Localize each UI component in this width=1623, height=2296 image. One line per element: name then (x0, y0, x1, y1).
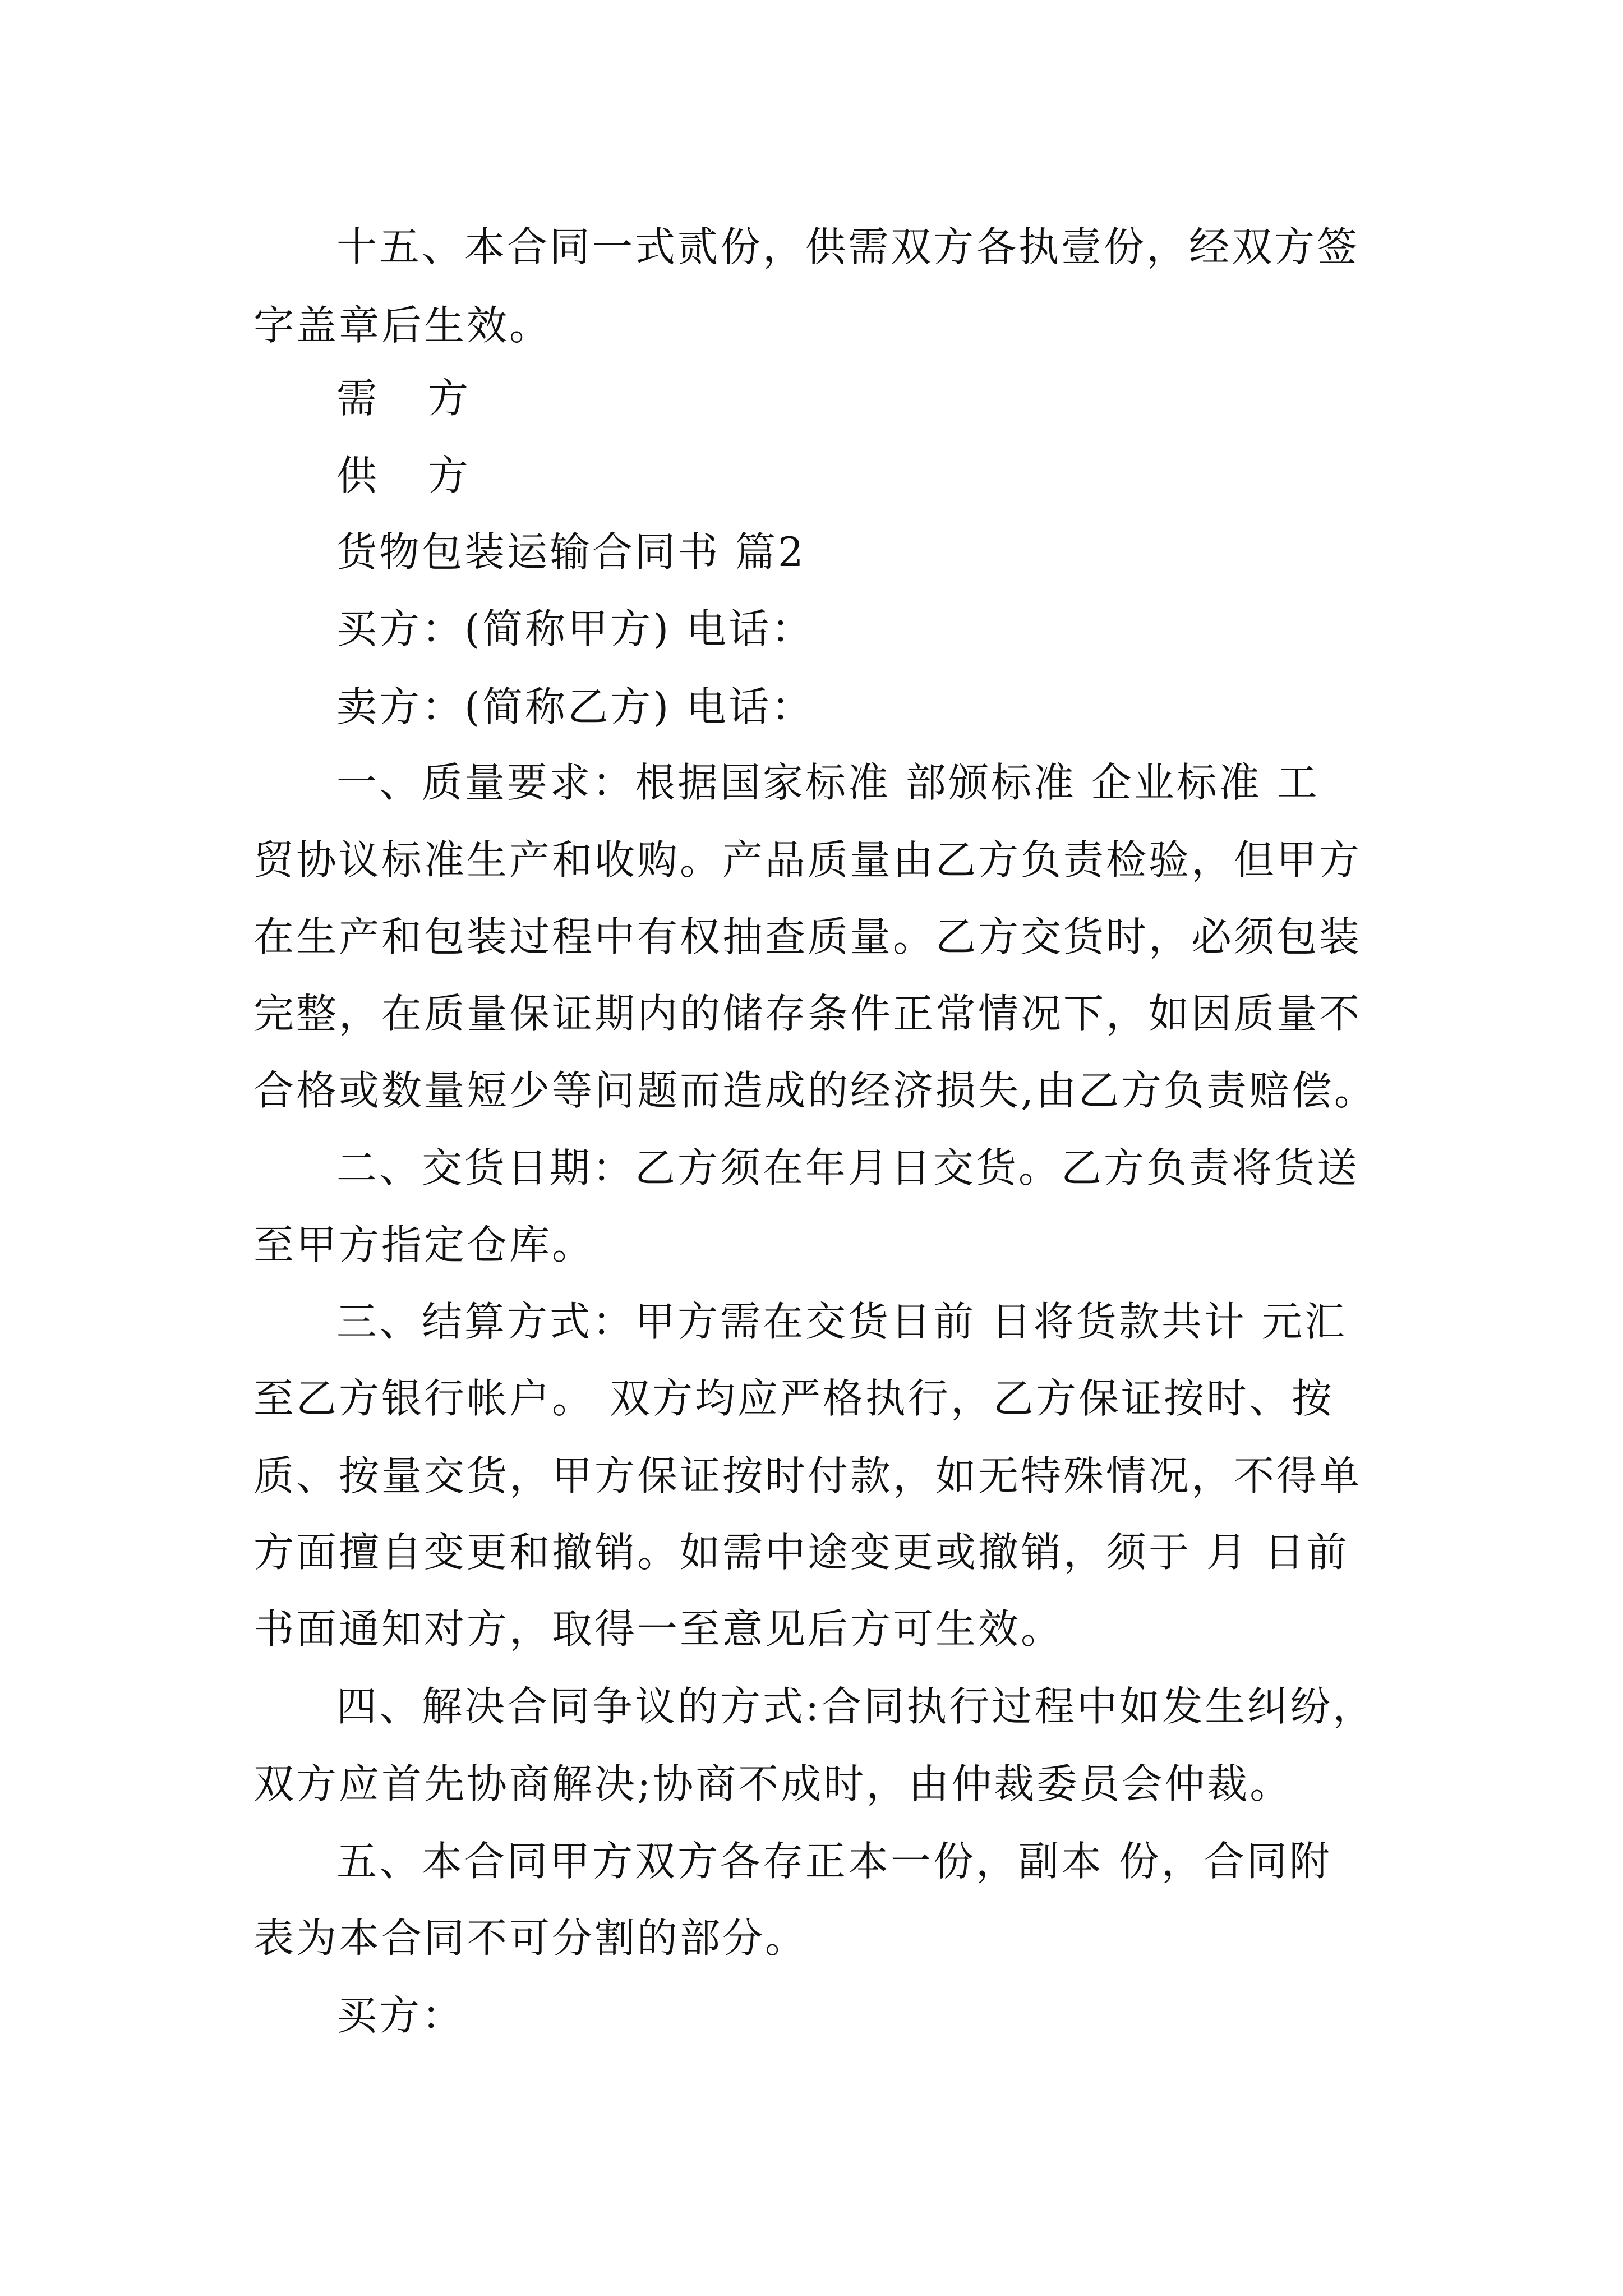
section-title: 货物包装运输合同书 篇2 (336, 528, 806, 576)
seller-phone-line: 卖方：(简称乙方) 电话： (336, 683, 814, 730)
buyer-signature-label: 买方： (336, 1992, 465, 2039)
clause-1-line-3: 在生产和包装过程中有权抽查质量。乙方交货时，必须包装 (253, 913, 1362, 960)
clause-1-line-4: 完整，在质量保证期内的储存条件正常情况下，如因质量不 (253, 990, 1362, 1037)
clause-2-line-2: 至甲方指定仓库。 (253, 1221, 595, 1268)
clause-3-line-5: 书面通知对方，取得一至意见后方可生效。 (253, 1605, 1064, 1653)
demand-party-label: 需 方 (336, 375, 487, 422)
paragraph-15-line-1: 十五、本合同一式贰份，供需双方各执壹份，经双方签 (336, 223, 1360, 270)
clause-3-line-4: 方面擅自变更和撤销。如需中途变更或撤销，须于 月 日前 (253, 1529, 1349, 1576)
clause-3-line-3: 质、按量交货，甲方保证按时付款，如无特殊情况，不得单 (253, 1452, 1362, 1499)
clause-3-line-2: 至乙方银行帐户。 双方均应严格执行，乙方保证按时、按 (253, 1375, 1334, 1422)
supply-party-label: 供 方 (336, 452, 487, 499)
clause-2-line-1: 二、交货日期：乙方须在年月日交货。乙方负责将货送 (336, 1144, 1360, 1191)
buyer-phone-line: 买方：(简称甲方) 电话： (336, 605, 814, 652)
clause-5-line-2: 表为本合同不可分割的部分。 (253, 1915, 808, 1962)
clause-1-line-1: 一、质量要求：根据国家标准 部颁标准 企业标准 工 (336, 759, 1320, 806)
clause-4-line-2: 双方应首先协商解决;协商不成时，由仲裁委员会仲裁。 (253, 1760, 1293, 1807)
clause-1-line-2: 贸协议标准生产和收购。产品质量由乙方负责检验，但甲方 (253, 836, 1362, 884)
clause-3-line-1: 三、结算方式：甲方需在交货日前 日将货款共计 元汇 (336, 1298, 1347, 1345)
clause-1-line-5: 合格或数量短少等问题而造成的经济损失,由乙方负责赔偿。 (253, 1067, 1377, 1114)
clause-4-line-1: 四、解决合同争议的方式:合同执行过程中如发生纠纷， (336, 1683, 1376, 1730)
paragraph-15-line-2: 字盖章后生效。 (253, 302, 552, 349)
clause-5-line-1: 五、本合同甲方双方各存正本一份，副本 份，合同附 (336, 1838, 1332, 1885)
